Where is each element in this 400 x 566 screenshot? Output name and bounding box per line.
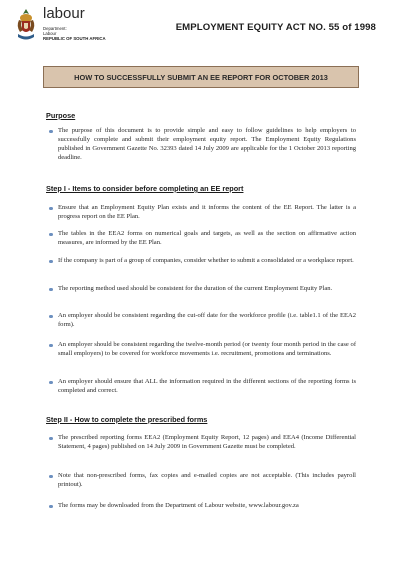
section-heading-step1: Step I - Items to consider before completing an EE report [46,184,244,193]
bullet-icon [49,315,53,319]
list-item [58,127,356,163]
list-item-text: An employer should be consistent regarding the twelve-month period (or twenty four month period in the case of small employers) to be covered for workforce movements i.e. recruitment, promotions and terminations. [58,341,356,357]
list-item [58,341,356,359]
bullet-icon [49,505,53,509]
list-item-text: An employer should ensure that ALL the information required in the different sections of the reporting forms is completed and correct. [58,378,356,394]
list-item-text: An employer should be consistent regarding the cut-off date for the workforce profile (i.e. table1.1 of the EEA2 form). [58,312,356,328]
list-item-text: The purpose of this document is to provide simple and easy to follow guidelines to help employers to successfully complete and submit their employment equity report. The Employment Equity Regulations published in Government Gazette No. 32393 dated 14 July 2009 are applicable for the 1 October 2013 reporting deadline. [58,127,356,161]
list-item [58,312,356,330]
list-item-text: Note that non-prescribed forms, fax copies and e-mailed copies are not acceptable. (This includes payroll printout). [58,472,356,488]
bullet-icon [49,437,53,441]
list-item-text: Ensure that an Employment Equity Plan exists and it informs the content of the EE Report. The latter is a progress report on the EE Plan. [58,204,356,220]
country-name: REPUBLIC OF SOUTH AFRICA [43,36,106,41]
list-item-text: The forms may be downloaded from the Department of Labour website, www.labour.gov.za [58,502,299,509]
department-line: Labour [43,31,57,36]
section-heading-purpose: Purpose [46,111,76,120]
logo-text: labour [43,5,85,22]
list-item [58,502,356,511]
list-item-text: The reporting method used should be consistent for the duration of the current Employment Equity Plan. [58,285,333,292]
list-item-text: The prescribed reporting forms EEA2 (Employment Equity Report, 12 pages) and EEA4 (Income Differential Statement, 4 pages) published on 14 July 2009 in Government Gazette must be completed. [58,434,356,450]
list-item-text: If the company is part of a group of companies, consider whether to submit a consolidated or a workplace report. [58,257,354,264]
list-item [58,204,356,222]
bullet-icon [49,475,53,479]
list-item-text: The tables in the EEA2 forms on numerical goals and targets, as well as the section on affirmative action measures, are informed by the EE Plan. [58,230,356,246]
coat-of-arms-icon [14,8,38,42]
list-item [58,472,356,490]
department-line: Department: [43,26,67,31]
bullet-icon [49,233,53,237]
document-header [14,6,386,46]
section-heading-step2: Step II - How to complete the prescribed forms [46,415,208,424]
department-block [43,26,106,41]
bullet-icon [49,260,53,264]
bullet-icon [49,381,53,385]
title-banner: HOW TO SUCCESSFULLY SUBMIT AN EE REPORT FOR OCTOBER 2013 [43,66,359,88]
list-item [58,434,356,452]
bullet-icon [49,288,53,292]
list-item [58,230,356,248]
act-title: EMPLOYMENT EQUITY ACT NO. 55 of 1998 [175,22,376,33]
bullet-icon [49,130,53,134]
bullet-icon [49,207,53,211]
list-item [58,378,356,396]
list-item [58,257,356,266]
bullet-icon [49,344,53,348]
list-item [58,285,356,294]
